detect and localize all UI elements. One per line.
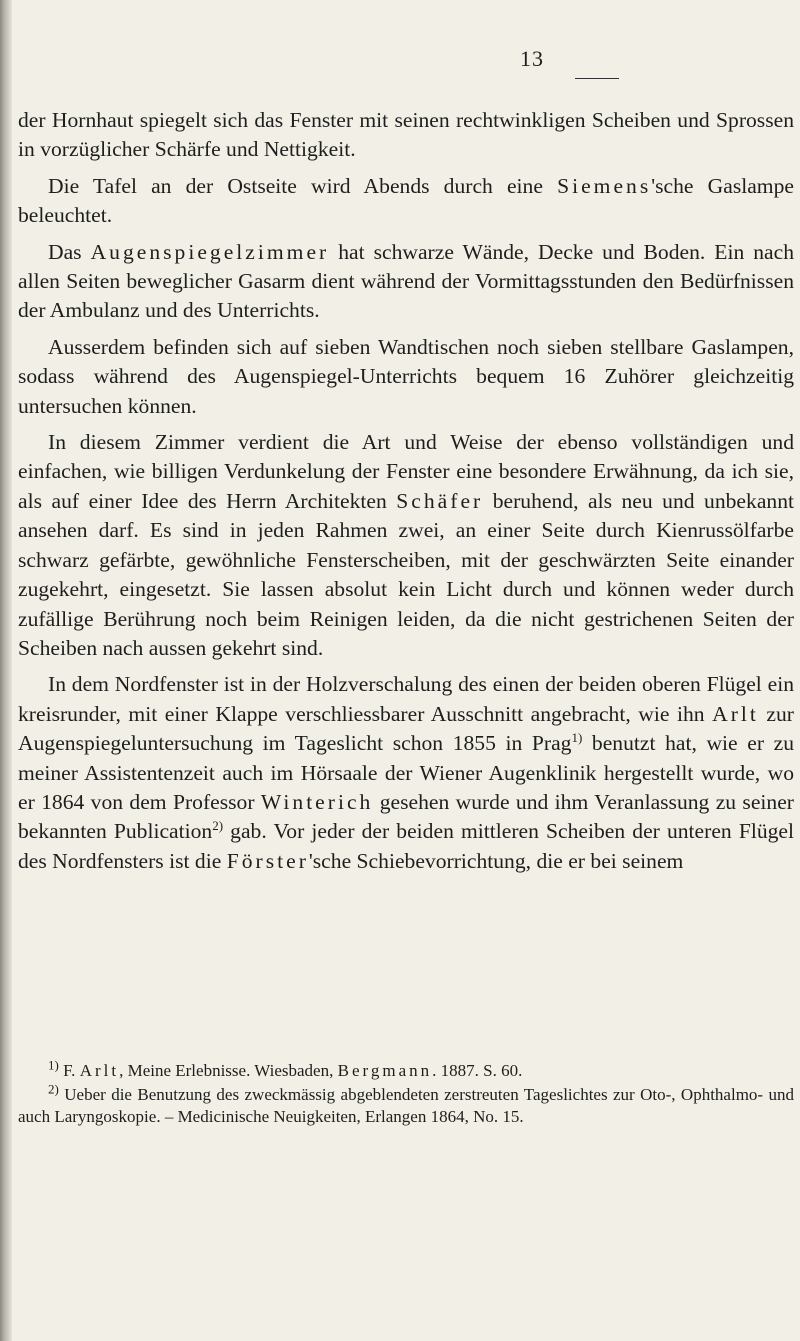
footnote-1 bbox=[18, 1057, 794, 1082]
footnotes bbox=[18, 1057, 794, 1130]
paragraph-1: der Hornhaut spiegelt sich das Fenster mit seinen rechtwinkligen Scheiben und Sprossen in vorzüglicher Schärfe und Nettigkeit. bbox=[18, 108, 794, 162]
text-run: hat schwarze Wände, Decke und Boden. Ein nach allen Seiten beweglicher Gasarm dient während der Vormittagsstunden den Bedürfnissen der Ambulanz und des Unterrichts. bbox=[18, 239, 794, 323]
text-run: gab. Vor jeder der beiden mittleren Scheiben der unteren Flügel des Nordfensters ist die bbox=[18, 819, 795, 873]
spaced-name: Arlt bbox=[712, 701, 759, 726]
footnote-mark: 1) bbox=[48, 1057, 59, 1073]
spaced-name: Schäfer bbox=[396, 488, 484, 513]
spaced-name: Bergmann bbox=[337, 1061, 433, 1080]
text-run: benutzt hat, wie er zu meiner Assistentenzeit auch im Hörsaale der Wiener Augenklinik hergestellt wurde, wo er 1864 von dem Professor bbox=[18, 731, 794, 814]
body-text bbox=[18, 106, 794, 883]
footnote-mark: 2) bbox=[48, 1081, 59, 1097]
page-binding-edge bbox=[0, 0, 12, 1341]
page-number: 13 bbox=[520, 46, 544, 71]
paragraph-4: Ausserdem befinden sich auf sieben Wandtischen noch sieben stellbare Gaslampen, sodass während des Augenspiegel-Unterrichts bequem 16 Zuhörer gleichzeitig untersuchen können. bbox=[18, 334, 794, 418]
footnote-2 bbox=[18, 1081, 794, 1128]
text-run: In diesem Zimmer verdient die Art und Weise der ebenso vollständigen und einfachen, wie billigen Verdunkelung der Fenster eine besondere Erwähnung, da ich sie, als auf einer Idee des Herrn Architekten bbox=[18, 430, 794, 513]
spaced-name: Siemens bbox=[557, 173, 652, 198]
footnote-ref[interactable]: 2) bbox=[212, 818, 224, 834]
text-run: Ueber die Benutzung des zweckmässig abgeblendeten zerstreuten Tageslichtes zur Oto-, Ophthalmo- und auch Laryngoskopie. – Medicinische Neuigkeiten, Erlangen 1864, No. 15. bbox=[18, 1085, 794, 1126]
text-run: F. bbox=[58, 1061, 80, 1080]
text-run: In dem Nordfenster ist in der Holzverschalung des einen der beiden oberen Flügel ein kreisrunder, mit einer Klappe verschliessbarer Ausschnitt angebracht, wie ihn bbox=[18, 672, 794, 726]
text-run: . 1887. S. 60. bbox=[432, 1061, 523, 1080]
spaced-term: Augenspiegelzimmer bbox=[90, 239, 330, 264]
header-rule bbox=[575, 78, 619, 79]
text-run: , Meine Erlebnisse. Wiesbaden, bbox=[119, 1061, 338, 1080]
text-run: beruhend, als neu und unbekannt ansehen darf. Es sind in jeden Rahmen zwei, an einer Seite durch Kienrussölfarbe schwarz gefärbte, gewöhnliche Fensterscheiben, mit der geschwärzten Seite einander zugekehrt, eingesetzt. Sie lassen absolut kein Licht durch und können weder durch zufällige Berührung noch beim Reinigen leiden, da die nicht gestrichenen Seiten der Scheiben nach aussen gekehrt sind. bbox=[18, 488, 794, 660]
paragraph-6 bbox=[18, 670, 794, 876]
paragraph-2 bbox=[18, 172, 794, 231]
text-run: 'sche Schiebevorrichtung, die er bei seinem bbox=[308, 848, 684, 873]
spaced-name: Arlt bbox=[79, 1061, 120, 1080]
paragraph-5 bbox=[18, 428, 794, 663]
footnote-ref[interactable]: 1) bbox=[571, 729, 583, 745]
spaced-name: Winterich bbox=[260, 789, 374, 814]
text-run: Die Tafel an der Ostseite wird Abends durch eine bbox=[48, 173, 558, 198]
spaced-name: Förster bbox=[226, 848, 309, 873]
text-run: zur Augenspiegeluntersuchung im Tageslicht schon 1855 in Prag bbox=[18, 701, 794, 756]
paragraph-3 bbox=[18, 238, 794, 326]
text-run: gesehen wurde und ihm Veranlassung zu seiner bekannten Publication bbox=[18, 789, 794, 844]
text-run: Das bbox=[48, 239, 91, 264]
text-run: 'sche Gaslampe beleuchtet. bbox=[18, 173, 794, 228]
